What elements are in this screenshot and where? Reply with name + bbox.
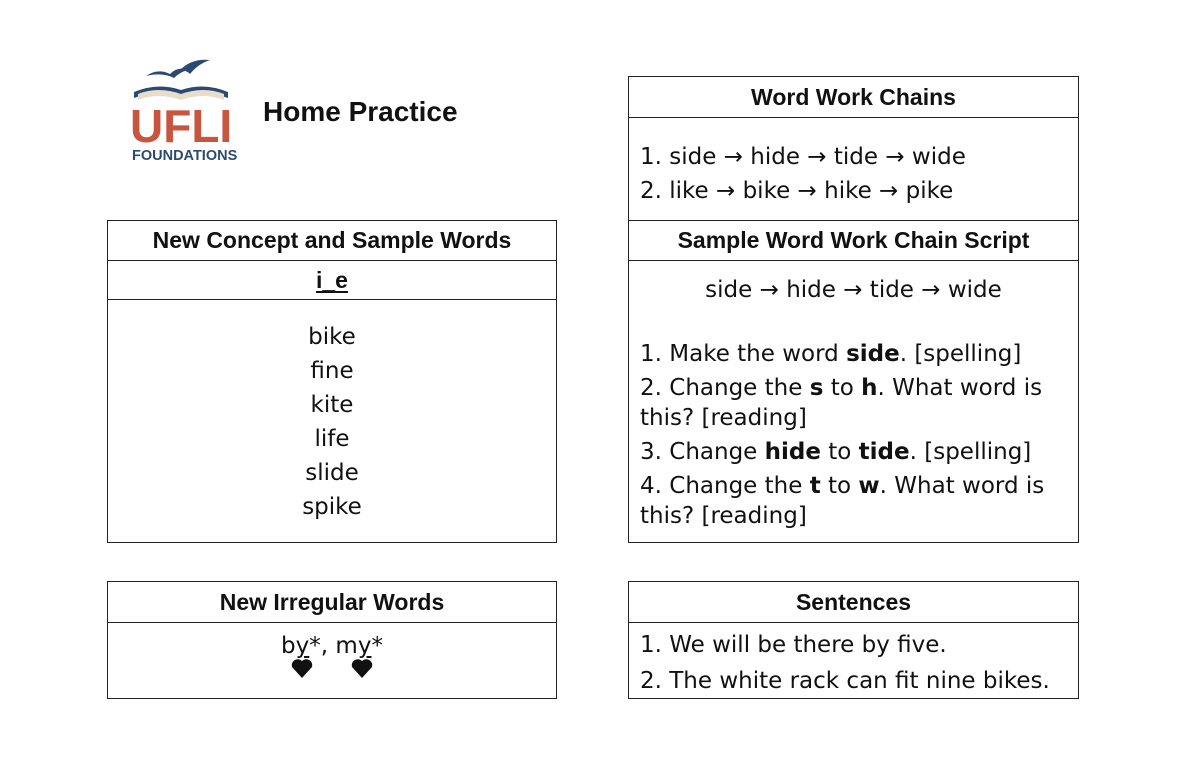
sample-word: life bbox=[314, 426, 350, 452]
concept-pattern: i_e bbox=[108, 261, 556, 300]
svg-text:FOUNDATIONS: FOUNDATIONS bbox=[132, 148, 238, 164]
sentence: 2. The white rack can fit nine bikes. bbox=[640, 668, 1050, 694]
script-chain: side → hide → tide → wide bbox=[705, 277, 1002, 303]
heart-icon bbox=[350, 657, 374, 679]
sample-word: fine bbox=[310, 358, 354, 384]
sentences-list bbox=[629, 623, 1078, 699]
script-step: 4. Change the t to w. What word is this? [reading] bbox=[640, 473, 1045, 529]
ufli-foundations-logo bbox=[128, 56, 238, 166]
word-work-chains-box bbox=[628, 76, 1079, 222]
script-step: 3. Change hide to tide. [spelling] bbox=[640, 439, 1032, 465]
logo-graphic bbox=[128, 56, 238, 166]
chains-heading: Word Work Chains bbox=[629, 77, 1078, 118]
script-step: 1. Make the word side. [spelling] bbox=[640, 341, 1022, 367]
concept-box bbox=[107, 220, 557, 543]
sentence: 1. We will be there by five. bbox=[640, 632, 947, 658]
script-steps bbox=[629, 307, 1078, 531]
chain-line: 2. like → bike → hike → pike bbox=[640, 178, 954, 204]
sample-word: slide bbox=[305, 460, 359, 486]
irregular-words-box bbox=[107, 581, 557, 699]
script-step: 2. Change the s to h. What word is this? [reading] bbox=[640, 375, 1043, 431]
irregular-heading: New Irregular Words bbox=[108, 582, 556, 623]
svg-text:UFLI: UFLI bbox=[130, 100, 233, 152]
sentences-box bbox=[628, 581, 1079, 699]
sentences-heading: Sentences bbox=[629, 582, 1078, 623]
sample-words-list bbox=[108, 300, 556, 524]
concept-heading: New Concept and Sample Words bbox=[108, 221, 556, 261]
script-heading: Sample Word Work Chain Script bbox=[629, 221, 1078, 261]
irregular-words: by*, my* bbox=[281, 633, 383, 659]
sample-word: kite bbox=[310, 392, 354, 418]
chain-line: 1. side → hide → tide → wide bbox=[640, 144, 966, 170]
heart-icon bbox=[290, 657, 314, 679]
page-title: Home Practice bbox=[263, 96, 458, 127]
sample-word: bike bbox=[308, 324, 356, 350]
sample-word: spike bbox=[302, 494, 362, 520]
chains-list bbox=[629, 118, 1078, 208]
chain-script-box bbox=[628, 220, 1079, 543]
